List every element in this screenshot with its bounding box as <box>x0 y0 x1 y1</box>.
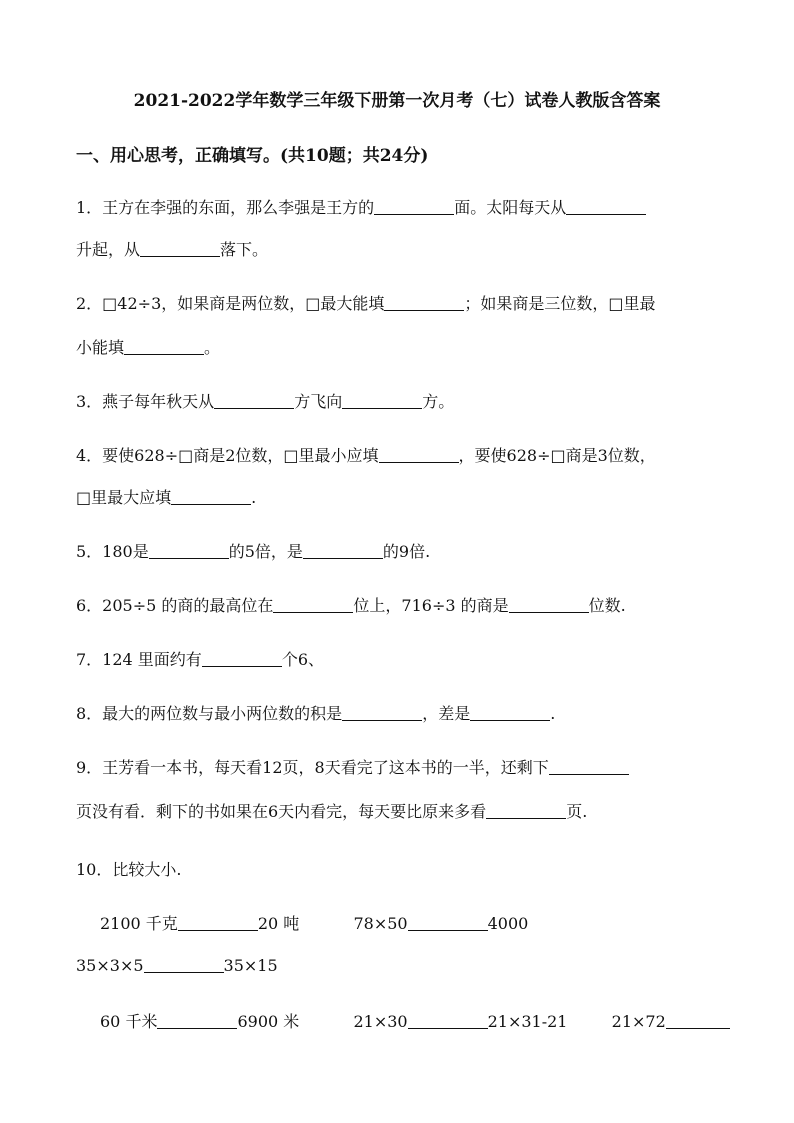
answer-blank[interactable] <box>379 444 459 463</box>
question-4-line-2 <box>76 486 256 510</box>
question-text: 位上，716÷3 的商是 <box>353 596 509 615</box>
compare-right: 6900 米 <box>237 1012 300 1031</box>
answer-blank[interactable] <box>144 954 224 973</box>
question-text: 。 <box>204 338 221 357</box>
answer-blank[interactable] <box>470 702 550 721</box>
compare-row-2 <box>76 954 278 978</box>
answer-blank[interactable] <box>214 390 294 409</box>
answer-blank[interactable] <box>171 486 251 505</box>
answer-blank[interactable] <box>408 912 488 931</box>
question-text: 方飞向 <box>294 392 343 411</box>
answer-blank[interactable] <box>408 1010 488 1029</box>
page-title: 2021-2022学年数学三年级下册第一次月考（七）试卷人教版含答案 <box>133 91 661 111</box>
question-text: 方。 <box>422 392 455 411</box>
answer-blank[interactable] <box>178 912 258 931</box>
question-text: 的5倍，是 <box>228 542 303 561</box>
answer-blank[interactable] <box>202 648 282 667</box>
answer-blank[interactable] <box>303 540 383 559</box>
answer-blank[interactable] <box>149 540 229 559</box>
question-text: 5．180是 <box>76 542 149 561</box>
answer-blank[interactable] <box>342 702 422 721</box>
answer-blank[interactable] <box>157 1010 237 1029</box>
answer-blank[interactable] <box>342 390 422 409</box>
question-text: 个6、 <box>281 650 324 669</box>
question-text: 2．□42÷3，如果商是两位数，□最大能填 <box>76 294 385 313</box>
question-text: ，要使628÷□商是3位数， <box>458 446 656 465</box>
answer-blank[interactable] <box>374 196 454 215</box>
compare-right: 21×31-21 <box>487 1012 568 1031</box>
question-4-line-1 <box>76 444 656 468</box>
compare-left: 21×72 <box>611 1012 666 1031</box>
question-text: 小能填 <box>76 338 125 357</box>
answer-blank[interactable] <box>140 238 220 257</box>
question-3 <box>76 390 454 414</box>
question-10-title: 10．比较大小. <box>76 860 182 879</box>
question-2-line-1 <box>76 292 656 316</box>
question-8 <box>76 702 555 726</box>
question-1-line-2 <box>76 238 268 262</box>
question-text: 4．要使628÷□商是2位数，□里最小应填 <box>76 446 379 465</box>
compare-row-3 <box>100 1010 730 1034</box>
compare-left: 2100 千克 <box>100 914 178 933</box>
question-text: 8．最大的两位数与最小两位数的积是 <box>76 704 343 723</box>
compare-left: 21×30 <box>353 1012 408 1031</box>
question-5 <box>76 540 430 564</box>
question-text: □里最大应填 <box>76 488 172 507</box>
question-text: 6．205÷5 的商的最高位在 <box>76 596 274 615</box>
question-text: 1．王方在李强的东面，那么李强是王方的 <box>76 198 375 217</box>
question-text: 位数. <box>588 596 626 615</box>
question-text: 面。太阳每天从 <box>454 198 567 217</box>
answer-blank[interactable] <box>509 594 589 613</box>
question-text: 3．燕子每年秋天从 <box>76 392 215 411</box>
answer-blank[interactable] <box>486 800 566 819</box>
compare-row-1 <box>100 912 528 936</box>
compare-left: 60 千米 <box>100 1012 158 1031</box>
question-text: 页. <box>566 802 588 821</box>
answer-blank[interactable] <box>124 336 204 355</box>
compare-right: 4000 <box>487 914 529 933</box>
answer-blank[interactable] <box>273 594 353 613</box>
question-text: . <box>251 488 257 507</box>
section-heading: 一、用心思考，正确填写。(共10题；共24分) <box>76 146 429 166</box>
question-2-line-2 <box>76 336 220 360</box>
question-6 <box>76 594 626 618</box>
answer-blank[interactable] <box>566 196 646 215</box>
compare-right: 35×15 <box>223 956 278 975</box>
question-text: ；如果商是三位数，□里最 <box>464 294 656 313</box>
compare-right: 20 吨 <box>257 914 300 933</box>
question-text: 升起，从 <box>76 240 141 259</box>
question-text: 落下。 <box>220 240 269 259</box>
compare-left: 35×3×5 <box>76 956 144 975</box>
answer-blank[interactable] <box>666 1010 730 1029</box>
question-text: 页没有看．剩下的书如果在6天内看完，每天要比原来多看 <box>76 802 487 821</box>
compare-left: 78×50 <box>353 914 408 933</box>
question-text: 7．124 里面约有 <box>76 650 202 669</box>
answer-blank[interactable] <box>384 292 464 311</box>
question-text: ，差是 <box>422 704 471 723</box>
question-text: 的9倍. <box>382 542 431 561</box>
question-text: . <box>550 704 556 723</box>
question-1-line-1 <box>76 196 646 220</box>
question-text: 9．王芳看一本书，每天看12页，8天看完了这本书的一半，还剩下 <box>76 758 549 777</box>
answer-blank[interactable] <box>549 756 629 775</box>
question-7 <box>76 648 324 672</box>
question-9-line-2 <box>76 800 587 824</box>
question-9-line-1 <box>76 756 629 780</box>
